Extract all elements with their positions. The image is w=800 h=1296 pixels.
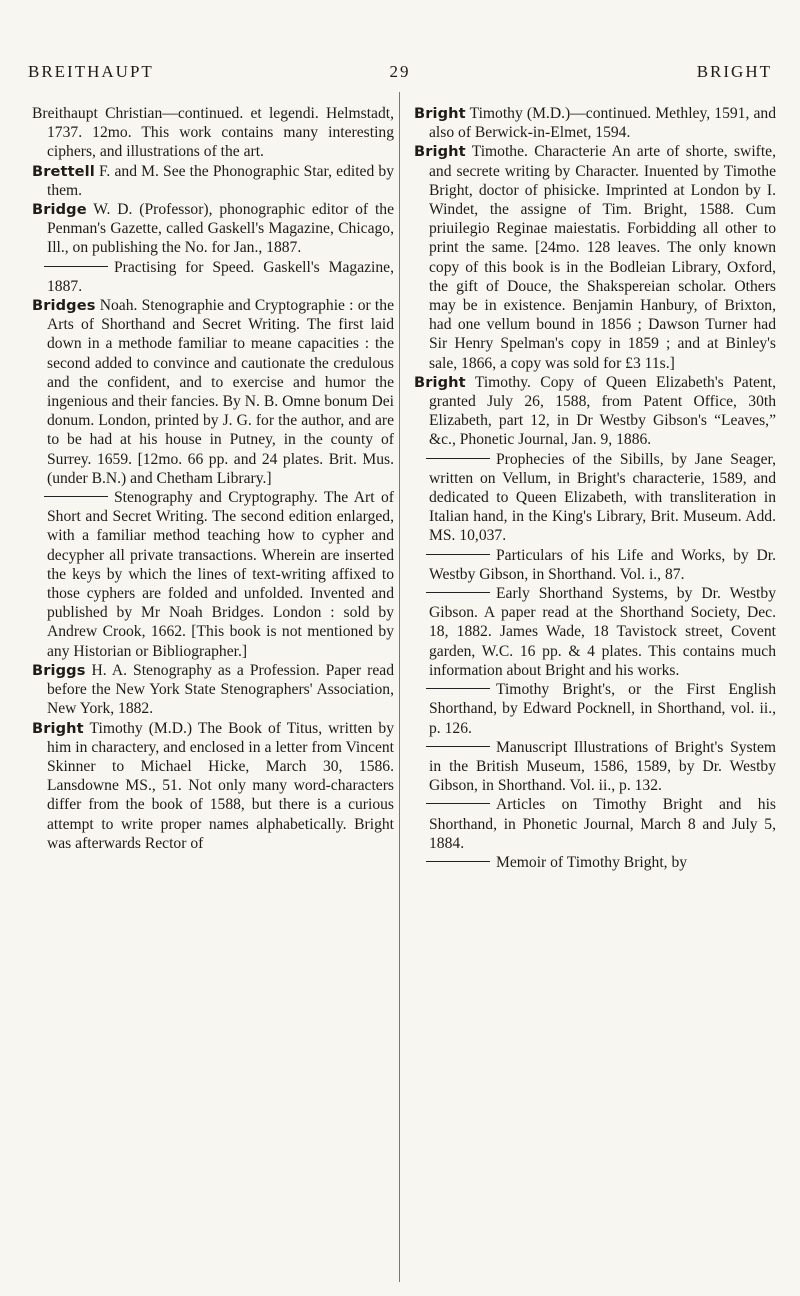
entry-text: Timothy Bright's, or the First English Shorthand, by Edward Pocknell, in Shorthand, vol. ii., p. 126.: [429, 681, 776, 737]
entry: [414, 142, 776, 372]
entry-text: Timothy. Copy of Queen Elizabeth's Patent, granted July 26, 1588, from Patent Office, 30th Elizabeth, part 12, in Dr Westby Gibson's “Leaves,” &c., Phonetic Journal, Jan. 9, 1886.: [429, 373, 776, 449]
entry-text: Noah. Stenographie and Cryptographie : or the Arts of Shorthand and Secret Writing. The first laid down in a methode familiar to meane capacities : the second added to convince and cautionate the credulous and the confident, and to exercise and humor the ingenious and their fancies. By N. B. Omne bonum Dei donum. London, printed by J. G. for the author, and are to be had at his house in Putney, in the county of Surrey. 1659. [12mo. 66 pp. and 24 plates. Brit. Mus. (under B.N.) and Chetham Library.]: [47, 297, 394, 487]
ditto-dash: [44, 266, 108, 267]
ditto-dash: [426, 803, 490, 804]
entry: [414, 795, 776, 853]
entry: [32, 661, 394, 719]
entry: [32, 296, 394, 488]
ditto-dash: [426, 592, 490, 593]
entry: [32, 719, 394, 853]
entry: [32, 200, 394, 258]
entry: [414, 450, 776, 546]
entry: [32, 162, 394, 200]
entry-head: Bright: [32, 719, 84, 737]
entry: [414, 680, 776, 738]
entry-head: Bright: [414, 373, 466, 391]
entry-text: Early Shorthand Systems, by Dr. Westby Gibson. A paper read at the Shorthand Society, Dec. 18, 1882. James Wade, 18 Tavistock street, Covent garden, W.C. 16 pp. & 4 plates. This contains much information about Bright and his works.: [429, 585, 776, 679]
entry-text: Articles on Timothy Bright and his Shorthand, in Phonetic Journal, March 8 and July 5, 1884.: [429, 796, 776, 852]
entry-text: Manuscript Illustrations of Bright's System in the British Museum, 1586, 1589, by Dr. Westby Gibson, in Shorthand. Vol. ii., p. 132.: [429, 738, 776, 795]
entry-head: Bright: [414, 143, 466, 161]
entry: [414, 738, 776, 796]
entry-head: Bright: [414, 105, 466, 122]
column-divider: [399, 92, 400, 1282]
ditto-dash: [426, 554, 490, 555]
entry: [414, 584, 776, 680]
ditto-dash: [44, 496, 108, 497]
entry: [414, 104, 776, 142]
entry-text: Memoir of Timothy Bright, by: [496, 853, 688, 871]
entry-text: Particulars of his Life and Works, by Dr. Westby Gibson, in Shorthand. Vol. i., 87.: [429, 546, 776, 583]
ditto-dash: [426, 688, 490, 689]
ditto-dash: [426, 458, 490, 459]
entry-text: Breithaupt Christian—continued. et legendi. Helmstadt, 1737. 12mo. This work contains many interesting ciphers, and illustrations of the art.: [32, 105, 394, 161]
entry-head: Bridges: [32, 297, 96, 315]
entry-text: F. and M. See the Phonographic Star, edited by them.: [47, 162, 394, 199]
entry-text: Stenography and Cryptography. The Art of Short and Secret Writing. The second edition enlarged, with a familiar method teaching how to cypher and decypher all private transactions. Wherein are inserted the keys by which the lines of text-writing affixed to those cyphers are folded and unfolded. Invented and published by Mr Noah Bridges. London : sold by Andrew Crook, 1662. [This book is not mentioned by any Historian or Bibliographer.]: [47, 489, 394, 660]
entry: [414, 853, 776, 872]
entry-head: Brettell: [32, 162, 95, 180]
entry-text: Prophecies of the Sibills, by Jane Seager, written on Vellum, in Bright's characterie, 1589, and dedicated to Queen Elizabeth, with transliteration in Italian hand, in the King's Library, Brit. Museum. Add. MS. 10,037.: [429, 450, 776, 545]
left-column: [32, 104, 394, 853]
entry-text: Timothy (M.D.)—continued. Methley, 1591, and also of Berwick-in-Elmet, 1594.: [429, 105, 776, 142]
entry: [414, 373, 776, 450]
entry-text: Timothe. Characterie An arte of shorte, swifte, and secrete writing by Character. Inuented by Timothe Bright, doctor of phisicke. Imprinted at London by I. Windet, the assigne of Tim. Bright, 1588. Cum priuilegio Reginae maiestatis. Forbidding all other to print the same. [24mo. 128 leaves. The only known copy of this book is in the Bodleian Library, Oxford, the gift of Douce, the Shakspereian scholar. Others may be in existence. Benjamin Hanbury, of Brixton, had one vellum bound in 1856 ; Dawson Turner had Sir Henry Spelman's copy in 1859 ; and at Binley's sale, 1866, a copy was sold for £3 11s.]: [429, 143, 776, 372]
entry: [414, 546, 776, 584]
page-number: 29: [389, 62, 411, 81]
header-right: BRIGHT: [696, 62, 772, 81]
ditto-dash: [426, 746, 490, 747]
entry-head: Bridge: [32, 201, 87, 219]
entry-head: Briggs: [32, 661, 86, 679]
entry: [32, 104, 394, 162]
entry: [32, 258, 394, 296]
running-header: [28, 62, 772, 88]
entry: [32, 488, 394, 661]
entry-text: H. A. Stenography as a Profession. Paper read before the New York State Stenographers' Association, New York, 1882.: [47, 661, 394, 718]
right-column: [414, 104, 776, 872]
header-left: BREITHAUPT: [28, 62, 154, 81]
entry-text: Practising for Speed. Gaskell's Magazine, 1887.: [47, 258, 394, 295]
entry-text: W. D. (Professor), phonographic editor of the Penman's Gazette, called Gaskell's Magazine, Chicago, Ill., on publishing the No. for Jan., 1887.: [47, 201, 394, 257]
ditto-dash: [426, 861, 490, 862]
entry-text: Timothy (M.D.) The Book of Titus, written by him in charactery, and enclosed in a letter from Vincent Skinner to Michael Hicke, March 30, 1586. Lansdowne MS., 51. Not only many word-characters differ from the book of 1588, but there is a curious attempt to write proper names alphabetically. Bright was afterwards Rector of: [47, 719, 394, 852]
